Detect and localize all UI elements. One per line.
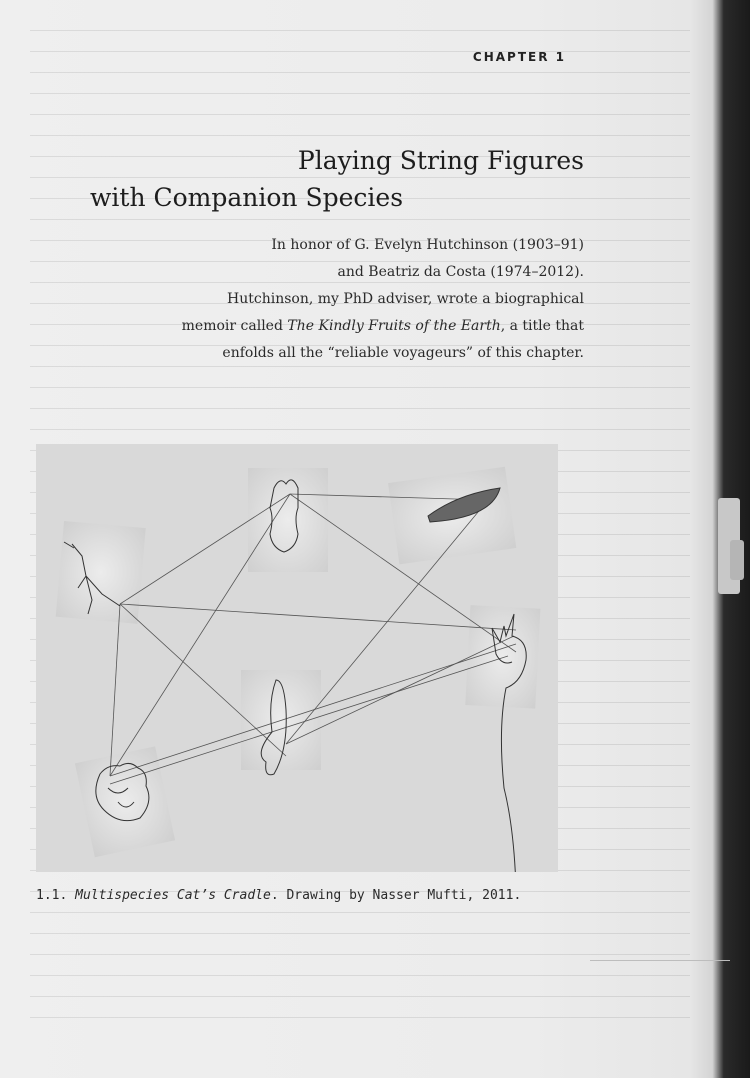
chapter-title-line-2: with Companion Species	[90, 183, 404, 212]
caption-text: . Drawing by Nasser Mufti, 2011.	[270, 888, 522, 903]
epigraph-text: , a title that	[500, 318, 584, 334]
epigraph-line	[180, 313, 584, 340]
card-paw-top	[248, 468, 328, 572]
chapter-title	[90, 142, 584, 216]
caption-title: Multispecies Cat’s Cradle	[75, 888, 271, 903]
caption-number: 1.1.	[36, 888, 76, 903]
epigraph	[180, 232, 584, 367]
chapter-label: CHAPTER 1	[472, 50, 566, 64]
epigraph-text: memoir called	[181, 318, 288, 334]
epigraph-line: and Beatriz da Costa (1974–2012).	[337, 264, 584, 280]
chapter-title-line-1: Playing String Figures	[297, 146, 584, 175]
epigraph-line: In honor of G. Evelyn Hutchinson (1903–91)	[271, 237, 584, 253]
figure-cats-cradle-drawing	[36, 444, 558, 872]
show-through-rule	[590, 960, 730, 961]
card-dog-paw	[75, 746, 175, 857]
epigraph-line: Hutchinson, my PhD adviser, wrote a biographical	[227, 291, 584, 307]
book-title: The Kindly Fruits of the Earth	[287, 318, 501, 334]
figure-caption	[36, 888, 521, 903]
epigraph-line: enfolds all the “reliable voyageurs” of this chapter.	[222, 345, 584, 361]
cats-cradle-illustration	[36, 444, 558, 872]
card-bird-foot	[56, 521, 146, 624]
page-edge-tab-inner	[730, 540, 744, 580]
